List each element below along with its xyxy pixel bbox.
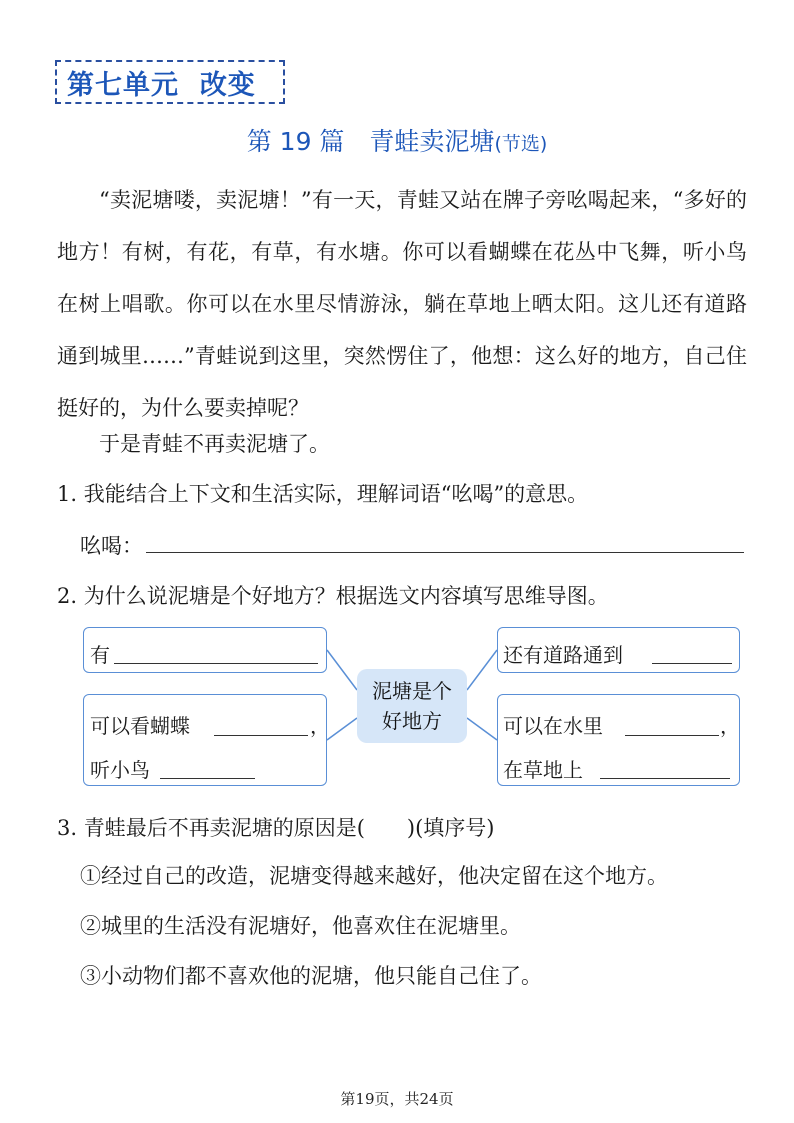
box-see-comma: ， [310,714,330,738]
box-water-label-1: 可以在水里 [503,714,603,738]
box-road-blank[interactable] [652,663,732,664]
q3-option-2: ②城里的生活没有泥塘好，他喜欢住在泥塘里。 [80,914,521,938]
connector-top-right [467,650,497,690]
unit-label: 第七单元 [67,69,179,101]
unit-theme: 改变 [199,69,256,101]
q1-answer-label: 吆喝： [80,534,143,558]
box-water-label-2: 在草地上 [503,758,583,782]
question-1: 1. 我能结合上下文和生活实际，理解词语“吆喝”的意思。 [57,482,589,506]
box-water-comma: ， [720,714,740,738]
center-line-1: 泥塘是个 [372,679,452,703]
connector-bottom-right [467,718,497,740]
center-line-2: 好地方 [382,709,442,733]
passage-paragraph-1: “卖泥塘喽，卖泥塘！”有一天，青蛙又站在牌子旁吆喝起来，“多好的地方！有树，有花，有草，有水塘。你可以看蝴蝶在花丛中飞舞，听小鸟在树上唱歌。你可以在水里尽情游泳，躺在草地上晒太阳。这儿还有道路通到城里……”青蛙说到这里，突然愣住了，他想：这么好的地方，自己住挺好的，为什么要卖掉呢？ [57,188,747,420]
title-main: 第 19 篇 青蛙卖泥塘 [246,127,495,156]
box-road-label: 还有道路通到 [503,643,623,667]
question-3: 3. 青蛙最后不再卖泥塘的原因是( )(填序号) [57,816,495,840]
q3-option-3: ③小动物们都不喜欢他的泥塘，他只能自己住了。 [80,964,542,988]
mindmap-box-have [83,627,327,673]
box-see-label-1: 可以看蝴蝶 [90,714,190,738]
box-see-label-2: 听小鸟 [90,758,150,782]
box-have-label: 有 [90,643,110,667]
box-water-blank-2[interactable] [600,778,730,779]
title-sub: (节选) [494,133,548,155]
box-water-blank-1[interactable] [625,735,719,736]
box-see-blank-2[interactable] [160,778,255,779]
box-have-blank[interactable] [114,663,318,664]
box-see-blank-1[interactable] [214,735,308,736]
connector-bottom-left [327,718,357,740]
connector-top-left [327,650,357,690]
question-2: 2. 为什么说泥塘是个好地方？根据选文内容填写思维导图。 [57,584,609,608]
q3-option-1: ①经过自己的改造，泥塘变得越来越好，他决定留在这个地方。 [80,864,668,888]
passage-paragraph-2: 于是青蛙不再卖泥塘了。 [99,432,330,456]
page-footer: 第19页，共24页 [340,1090,454,1108]
mindmap-center-node [357,669,467,743]
